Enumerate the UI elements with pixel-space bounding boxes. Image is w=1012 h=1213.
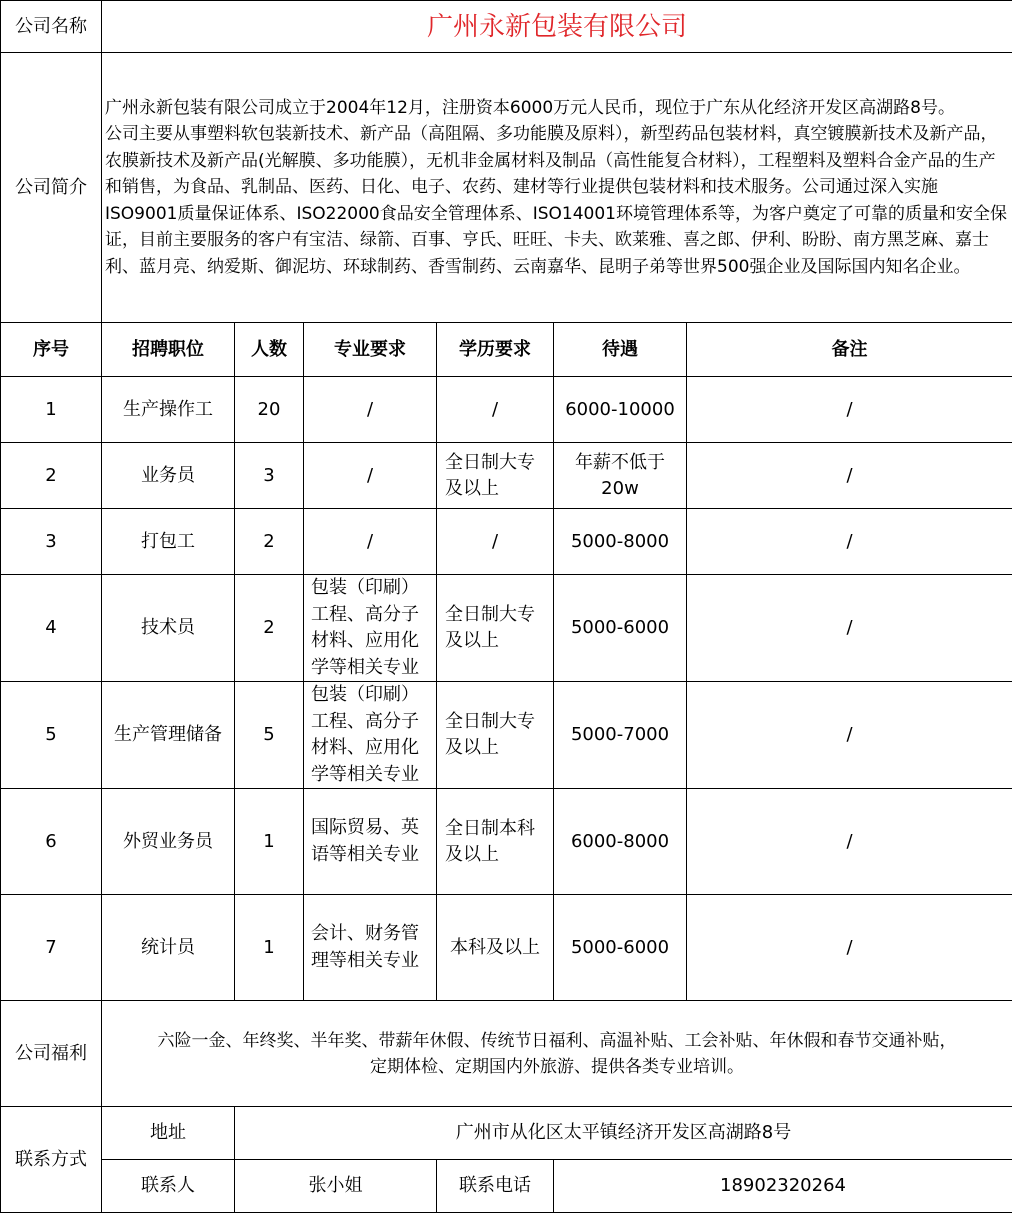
header-position: 招聘职位	[102, 323, 235, 377]
job-count: 3	[235, 443, 304, 509]
contact-person-value: 张小姐	[235, 1160, 437, 1213]
job-pay: 5000-6000	[554, 575, 687, 682]
job-note: /	[687, 377, 1012, 443]
company-name-label: 公司名称	[1, 1, 102, 53]
benefits-line-1: 六险一金、年终奖、半年奖、带薪年休假、传统节日福利、高温补贴、工会补贴、年休假和春节交通补贴，	[104, 1028, 1010, 1054]
header-note: 备注	[687, 323, 1012, 377]
job-count: 5	[235, 682, 304, 789]
job-pay: 6000-10000	[554, 377, 687, 443]
table-row	[1, 789, 1012, 895]
benefits-line-2: 定期体检、定期国内外旅游、提供各类专业培训。	[104, 1054, 1010, 1080]
job-major: /	[304, 443, 437, 509]
job-no: 6	[1, 789, 102, 895]
job-major: 包装（印刷）工程、高分子材料、应用化学等相关专业	[311, 575, 429, 681]
job-education-cell	[437, 789, 554, 895]
job-major-cell	[304, 682, 437, 789]
job-education: /	[437, 377, 554, 443]
job-pay: 6000-8000	[554, 789, 687, 895]
job-no: 3	[1, 509, 102, 575]
job-note: /	[687, 895, 1012, 1001]
contact-person-label: 联系人	[102, 1160, 235, 1213]
company-name-row	[1, 1, 1012, 53]
job-note: /	[687, 443, 1012, 509]
job-count: 1	[235, 895, 304, 1001]
job-major: 会计、财务管理等相关专业	[311, 921, 429, 974]
header-education: 学历要求	[437, 323, 554, 377]
job-note: /	[687, 789, 1012, 895]
contact-phone-label: 联系电话	[437, 1160, 554, 1213]
header-pay: 待遇	[554, 323, 687, 377]
header-count: 人数	[235, 323, 304, 377]
benefits-row	[1, 1001, 1012, 1107]
job-no: 2	[1, 443, 102, 509]
job-count: 2	[235, 509, 304, 575]
job-major: 包装（印刷）工程、高分子材料、应用化学等相关专业	[311, 682, 429, 788]
company-name: 广州永新包装有限公司	[102, 1, 1012, 53]
job-education: 全日制大专及以上	[445, 450, 545, 502]
contact-person-row	[1, 1160, 1012, 1213]
job-note: /	[687, 575, 1012, 682]
job-count: 2	[235, 575, 304, 682]
job-pay: 5000-6000	[554, 895, 687, 1001]
job-no: 5	[1, 682, 102, 789]
table-row	[1, 575, 1012, 682]
job-major: 国际贸易、英语等相关专业	[311, 815, 429, 868]
contact-label: 联系方式	[1, 1107, 102, 1213]
company-intro-label: 公司简介	[1, 53, 102, 323]
job-title: 业务员	[102, 443, 235, 509]
job-education: 全日制大专及以上	[445, 602, 545, 654]
header-no: 序号	[1, 323, 102, 377]
job-pay: 年薪不低于20w	[572, 450, 668, 502]
intro-paragraph-1: 广州永新包装有限公司成立于2004年12月，注册资本6000万元人民币，现位于广东从化经济开发区高湖路8号。	[105, 95, 1010, 122]
header-major: 专业要求	[304, 323, 437, 377]
job-major-cell	[304, 789, 437, 895]
benefits-text	[102, 1001, 1012, 1107]
job-title: 打包工	[102, 509, 235, 575]
table-row	[1, 509, 1012, 575]
job-title: 生产管理储备	[102, 682, 235, 789]
job-education: 本科及以上	[437, 895, 554, 1001]
table-row	[1, 377, 1012, 443]
job-no: 7	[1, 895, 102, 1001]
job-major: /	[304, 377, 437, 443]
job-title: 统计员	[102, 895, 235, 1001]
job-count: 20	[235, 377, 304, 443]
job-title: 技术员	[102, 575, 235, 682]
table-row	[1, 443, 1012, 509]
job-major-cell	[304, 575, 437, 682]
job-education: /	[437, 509, 554, 575]
job-education-cell	[437, 575, 554, 682]
job-education: 全日制大专及以上	[445, 709, 545, 761]
intro-paragraph-2: 公司主要从事塑料软包装新技术、新产品（高阻隔、多功能膜及原料），新型药品包装材料，真空镀膜新技术及新产品，农膜新技术及新产品(光解膜、多功能膜），无机非金属材料及制品（高性能复合材料），工程塑料及塑料合金产品的生产和销售，为食品、乳制品、医药、日化、电子、农药、建材等行业提供包装材料和技术服务。公司通过深入实施ISO9001质量保证体系、ISO22000食品安全管理体系、ISO14001环境管理体系等，为客户奠定了可靠的质量和安全保证，目前主要服务的客户有宝洁、绿箭、百事、亨氏、旺旺、卡夫、欧莱雅、喜之郎、伊利、盼盼、南方黑芝麻、嘉士利、蓝月亮、纳爱斯、御泥坊、环球制药、香雪制药、云南嘉华、昆明子弟等世界500强企业及国际国内知名企业。	[105, 121, 1010, 280]
contact-address-row	[1, 1107, 1012, 1160]
job-pay: 5000-7000	[554, 682, 687, 789]
job-note: /	[687, 682, 1012, 789]
table-row	[1, 895, 1012, 1001]
job-education-cell	[437, 682, 554, 789]
address-value: 广州市从化区太平镇经济开发区高湖路8号	[235, 1107, 1012, 1160]
table-row	[1, 682, 1012, 789]
job-count: 1	[235, 789, 304, 895]
jobs-header-row	[1, 323, 1012, 377]
job-education: 全日制本科及以上	[445, 816, 545, 868]
company-intro	[102, 53, 1012, 323]
job-title: 外贸业务员	[102, 789, 235, 895]
job-note: /	[687, 509, 1012, 575]
company-intro-row	[1, 53, 1012, 323]
job-no: 4	[1, 575, 102, 682]
job-pay-cell	[554, 443, 687, 509]
job-major-cell	[304, 895, 437, 1001]
contact-phone-value: 18902320264	[554, 1160, 1012, 1213]
address-label: 地址	[102, 1107, 235, 1160]
job-no: 1	[1, 377, 102, 443]
benefits-label: 公司福利	[1, 1001, 102, 1107]
job-pay: 5000-8000	[554, 509, 687, 575]
job-title: 生产操作工	[102, 377, 235, 443]
job-major: /	[304, 509, 437, 575]
job-education-cell	[437, 443, 554, 509]
